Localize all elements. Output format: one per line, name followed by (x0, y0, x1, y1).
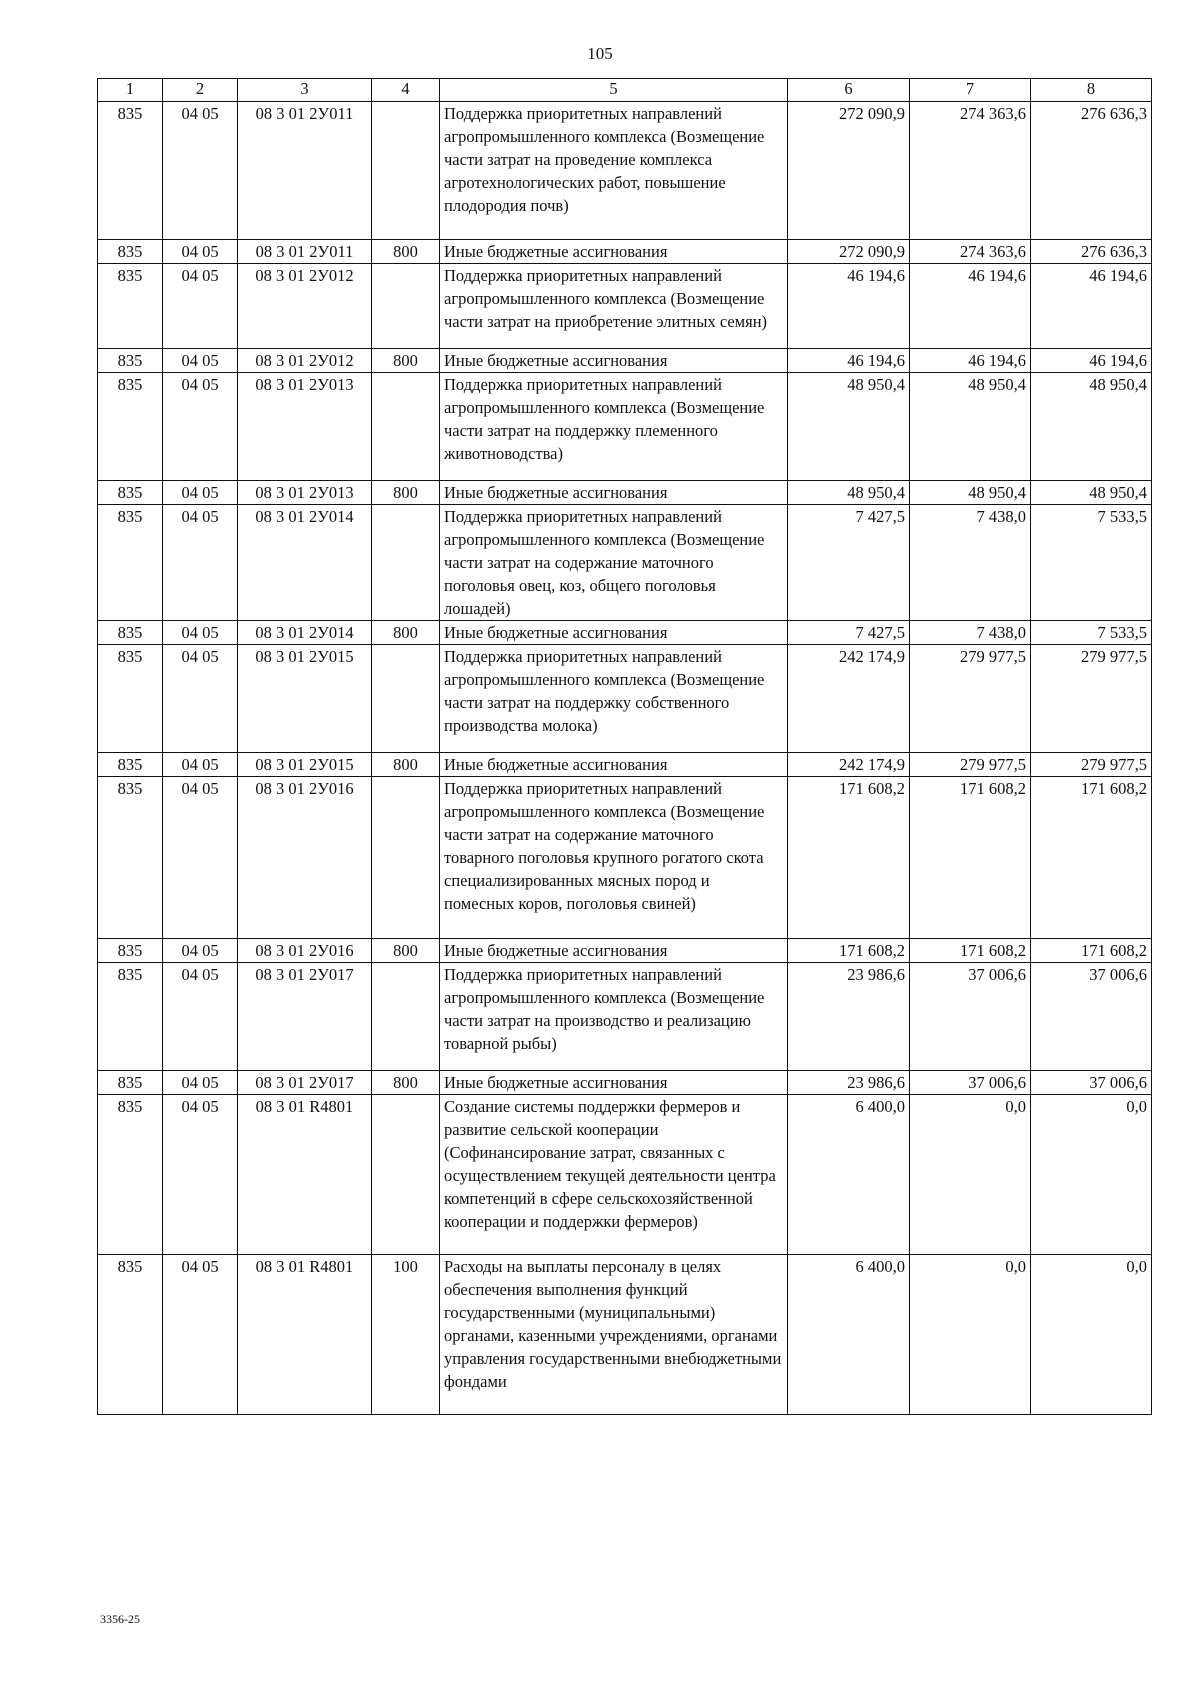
table-cell-c4 (372, 777, 440, 939)
table-cell-c1: 835 (98, 621, 163, 645)
table-cell-c7: 37 006,6 (910, 1071, 1031, 1095)
table-cell-c1: 835 (98, 481, 163, 505)
table-cell-c2: 04 05 (163, 1095, 238, 1255)
table-cell-c5: Иные бюджетные ассигнования (440, 481, 788, 505)
table-cell-c4: 800 (372, 621, 440, 645)
table-cell-c5: Поддержка приоритетных направлений агропромышленного комплекса (Возмещение части затрат на содержание маточного товарного поголовья крупного рогатого скота специализированных мясных пород и помесных коров, поголовья свиней) (440, 777, 788, 939)
table-row (98, 505, 1152, 621)
table-cell-c8: 276 636,3 (1031, 102, 1152, 240)
table-cell-c1: 835 (98, 1095, 163, 1255)
table-cell-c7: 7 438,0 (910, 505, 1031, 621)
table-cell-c7: 48 950,4 (910, 373, 1031, 481)
table-cell-c5: Поддержка приоритетных направлений агропромышленного комплекса (Возмещение части затрат на проведение комплекса агротехнологических работ, повышение плодородия почв) (440, 102, 788, 240)
table-row (98, 777, 1152, 939)
table-cell-c2: 04 05 (163, 240, 238, 264)
table-cell-c1: 835 (98, 373, 163, 481)
table-row (98, 645, 1152, 753)
page-number: 105 (587, 44, 613, 63)
table-cell-c4 (372, 102, 440, 240)
table-cell-c2: 04 05 (163, 102, 238, 240)
table-cell-c2: 04 05 (163, 621, 238, 645)
table-cell-c7: 0,0 (910, 1095, 1031, 1255)
table-cell-c6: 6 400,0 (788, 1095, 910, 1255)
table-cell-c4 (372, 1095, 440, 1255)
table-cell-c8: 37 006,6 (1031, 1071, 1152, 1095)
column-header: 4 (372, 79, 440, 102)
table-cell-c5: Поддержка приоритетных направлений агропромышленного комплекса (Возмещение части затрат на поддержку племенного животноводства) (440, 373, 788, 481)
table-row (98, 481, 1152, 505)
table-cell-c7: 274 363,6 (910, 240, 1031, 264)
table-cell-c1: 835 (98, 505, 163, 621)
table-cell-c7: 46 194,6 (910, 264, 1031, 349)
table-cell-c4 (372, 645, 440, 753)
table-cell-c8: 279 977,5 (1031, 645, 1152, 753)
table-cell-c8: 171 608,2 (1031, 939, 1152, 963)
table-cell-c4: 800 (372, 753, 440, 777)
table-cell-c2: 04 05 (163, 777, 238, 939)
table-cell-c6: 171 608,2 (788, 777, 910, 939)
table-row (98, 349, 1152, 373)
column-header: 5 (440, 79, 788, 102)
table-cell-c1: 835 (98, 240, 163, 264)
table-cell-c2: 04 05 (163, 963, 238, 1071)
table-row (98, 753, 1152, 777)
table-cell-c1: 835 (98, 963, 163, 1071)
table-cell-c5: Поддержка приоритетных направлений агропромышленного комплекса (Возмещение части затрат на содержание маточного поголовья овец, коз, общего поголовья лошадей) (440, 505, 788, 621)
table-row (98, 1095, 1152, 1255)
table-cell-c4: 800 (372, 240, 440, 264)
table-cell-c4 (372, 505, 440, 621)
table-cell-c6: 23 986,6 (788, 963, 910, 1071)
table-cell-c8: 7 533,5 (1031, 505, 1152, 621)
table-row (98, 264, 1152, 349)
table-cell-c7: 274 363,6 (910, 102, 1031, 240)
table-cell-c5: Иные бюджетные ассигнования (440, 621, 788, 645)
table-cell-c3: 08 3 01 2У017 (238, 963, 372, 1071)
footer-code: 3356-25 (100, 1612, 140, 1626)
table-cell-c1: 835 (98, 1071, 163, 1095)
table-cell-c6: 23 986,6 (788, 1071, 910, 1095)
table-cell-c6: 242 174,9 (788, 645, 910, 753)
table-cell-c3: 08 3 01 2У014 (238, 505, 372, 621)
table-cell-c2: 04 05 (163, 645, 238, 753)
table-cell-c2: 04 05 (163, 349, 238, 373)
table-cell-c8: 171 608,2 (1031, 777, 1152, 939)
table-cell-c3: 08 3 01 R4801 (238, 1255, 372, 1415)
column-header: 2 (163, 79, 238, 102)
table-cell-c2: 04 05 (163, 1071, 238, 1095)
table-cell-c3: 08 3 01 2У013 (238, 373, 372, 481)
table-cell-c3: 08 3 01 2У011 (238, 240, 372, 264)
table-cell-c5: Иные бюджетные ассигнования (440, 349, 788, 373)
table-cell-c8: 0,0 (1031, 1255, 1152, 1415)
table-cell-c1: 835 (98, 102, 163, 240)
table-cell-c3: 08 3 01 2У011 (238, 102, 372, 240)
table-cell-c4: 800 (372, 939, 440, 963)
column-header: 3 (238, 79, 372, 102)
table-cell-c2: 04 05 (163, 481, 238, 505)
table-cell-c7: 0,0 (910, 1255, 1031, 1415)
table-cell-c3: 08 3 01 2У015 (238, 645, 372, 753)
table-cell-c1: 835 (98, 939, 163, 963)
table-cell-c6: 46 194,6 (788, 349, 910, 373)
table-cell-c4: 800 (372, 1071, 440, 1095)
column-header: 7 (910, 79, 1031, 102)
table-cell-c1: 835 (98, 1255, 163, 1415)
table-row (98, 240, 1152, 264)
table-row (98, 102, 1152, 240)
column-header: 1 (98, 79, 163, 102)
table-cell-c2: 04 05 (163, 1255, 238, 1415)
table-cell-c7: 46 194,6 (910, 349, 1031, 373)
table-cell-c7: 171 608,2 (910, 777, 1031, 939)
table-cell-c3: 08 3 01 2У012 (238, 264, 372, 349)
table-cell-c7: 48 950,4 (910, 481, 1031, 505)
table-cell-c6: 7 427,5 (788, 621, 910, 645)
table-cell-c5: Иные бюджетные ассигнования (440, 753, 788, 777)
table-cell-c7: 171 608,2 (910, 939, 1031, 963)
table-cell-c6: 272 090,9 (788, 102, 910, 240)
table-cell-c8: 46 194,6 (1031, 349, 1152, 373)
table-row (98, 963, 1152, 1071)
table-cell-c2: 04 05 (163, 264, 238, 349)
table-cell-c6: 6 400,0 (788, 1255, 910, 1415)
table-row (98, 621, 1152, 645)
table-row (98, 1255, 1152, 1415)
table-cell-c1: 835 (98, 777, 163, 939)
table-cell-c3: 08 3 01 R4801 (238, 1095, 372, 1255)
table-cell-c1: 835 (98, 349, 163, 373)
table-cell-c8: 48 950,4 (1031, 481, 1152, 505)
table-cell-c3: 08 3 01 2У015 (238, 753, 372, 777)
table-cell-c2: 04 05 (163, 753, 238, 777)
table-row (98, 1071, 1152, 1095)
table-cell-c5: Поддержка приоритетных направлений агропромышленного комплекса (Возмещение части затрат на поддержку собственного производства молока) (440, 645, 788, 753)
table-cell-c8: 46 194,6 (1031, 264, 1152, 349)
table-cell-c4: 100 (372, 1255, 440, 1415)
table-cell-c6: 48 950,4 (788, 373, 910, 481)
table-row (98, 373, 1152, 481)
table-row (98, 939, 1152, 963)
table-cell-c2: 04 05 (163, 505, 238, 621)
table-cell-c3: 08 3 01 2У016 (238, 939, 372, 963)
table-cell-c6: 272 090,9 (788, 240, 910, 264)
table-cell-c8: 7 533,5 (1031, 621, 1152, 645)
column-header: 8 (1031, 79, 1152, 102)
table-cell-c4 (372, 373, 440, 481)
table-cell-c4 (372, 963, 440, 1071)
table-cell-c3: 08 3 01 2У017 (238, 1071, 372, 1095)
table-cell-c4 (372, 264, 440, 349)
table-cell-c2: 04 05 (163, 373, 238, 481)
table-cell-c2: 04 05 (163, 939, 238, 963)
table-cell-c8: 0,0 (1031, 1095, 1152, 1255)
table-cell-c5: Поддержка приоритетных направлений агропромышленного комплекса (Возмещение части затрат на приобретение элитных семян) (440, 264, 788, 349)
table-cell-c1: 835 (98, 753, 163, 777)
table-cell-c1: 835 (98, 264, 163, 349)
table-cell-c5: Поддержка приоритетных направлений агропромышленного комплекса (Возмещение части затрат на производство и реализацию товарной рыбы) (440, 963, 788, 1071)
table-cell-c6: 46 194,6 (788, 264, 910, 349)
table-cell-c7: 279 977,5 (910, 645, 1031, 753)
table-cell-c5: Иные бюджетные ассигнования (440, 939, 788, 963)
table-cell-c4: 800 (372, 481, 440, 505)
table-cell-c4: 800 (372, 349, 440, 373)
table-cell-c5: Создание системы поддержки фермеров и развитие сельской кооперации (Софинансирование затрат, связанных с осуществлением текущей деятельности центра компетенций в сфере сельскохозяйственной кооперации и поддержки фермеров) (440, 1095, 788, 1255)
column-header: 6 (788, 79, 910, 102)
table-cell-c6: 7 427,5 (788, 505, 910, 621)
table-cell-c7: 279 977,5 (910, 753, 1031, 777)
table-cell-c7: 37 006,6 (910, 963, 1031, 1071)
table-cell-c3: 08 3 01 2У013 (238, 481, 372, 505)
table-cell-c6: 48 950,4 (788, 481, 910, 505)
table-cell-c5: Иные бюджетные ассигнования (440, 1071, 788, 1095)
table-cell-c5: Иные бюджетные ассигнования (440, 240, 788, 264)
header-row (98, 79, 1152, 102)
table-cell-c8: 37 006,6 (1031, 963, 1152, 1071)
table-cell-c6: 171 608,2 (788, 939, 910, 963)
table-cell-c3: 08 3 01 2У016 (238, 777, 372, 939)
table-cell-c1: 835 (98, 645, 163, 753)
table-cell-c7: 7 438,0 (910, 621, 1031, 645)
table-cell-c8: 276 636,3 (1031, 240, 1152, 264)
table-cell-c8: 48 950,4 (1031, 373, 1152, 481)
table-cell-c3: 08 3 01 2У012 (238, 349, 372, 373)
table-cell-c8: 279 977,5 (1031, 753, 1152, 777)
table-body (98, 102, 1152, 1415)
table-cell-c6: 242 174,9 (788, 753, 910, 777)
table-cell-c5: Расходы на выплаты персоналу в целях обеспечения выполнения функций государственными (муниципальными) органами, казенными учреждениями, органами управления государственными внебюджетными фондами (440, 1255, 788, 1415)
table-cell-c3: 08 3 01 2У014 (238, 621, 372, 645)
budget-table (97, 78, 1152, 1415)
